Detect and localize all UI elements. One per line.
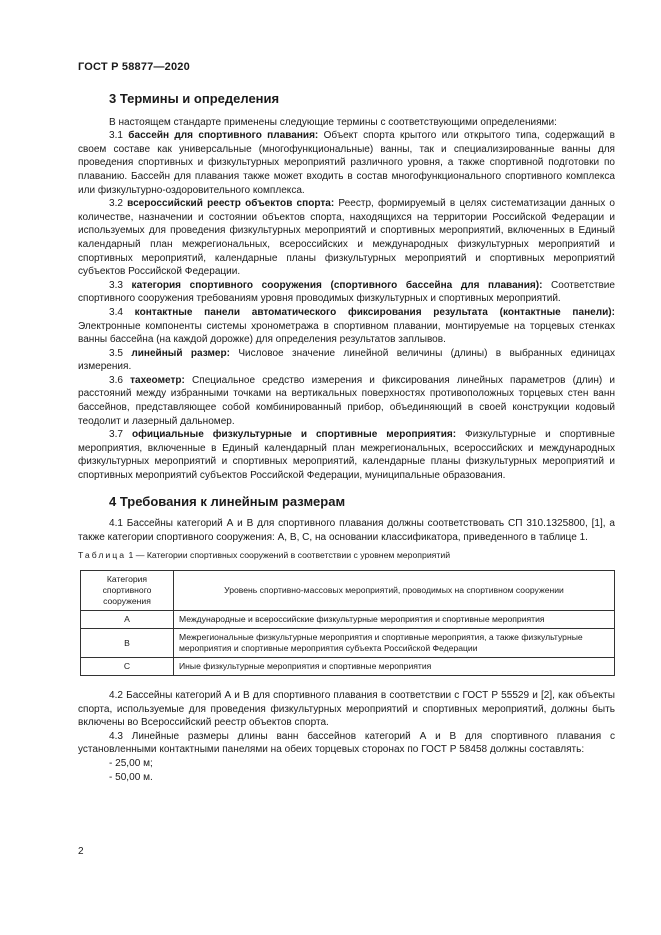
term-name: всероссийский реестр объектов спорта: [127,198,335,210]
term-text: Числовое значение линейной величины (длины) в выбранных единицах измерения. [78,347,615,373]
term-number: 3.3 [109,279,123,291]
term-number: 3.2 [109,198,123,210]
term-name: контактные панели автоматического фиксирования результата (контактные панели): [134,306,615,318]
term-definition [78,347,615,374]
list-item: - 50,00 м. [109,771,153,783]
table-header-level: Уровень спортивно-массовых мероприятий, проводимых на спортивном сооружении [174,571,615,611]
document-header: ГОСТ Р 58877—2020 [78,61,190,73]
term-number: 3.6 [109,374,123,386]
term-name: тахеометр: [130,374,185,386]
table-header-row [81,571,615,611]
term-text: Реестр, формируемый в целях систематизации данных о количестве, назначении и состоянии объектов спорта, находящихся на территории Российской Федерации и используемых для проведения физкультурных мероприятий и спортивных мероприятий, включенных в Единый календарный план межрегиональных, всероссийских и международных физкультурных мероприятий и спортивных мероприятий, календарные планы физкультурных мероприятий и спортивных мероприятий субъектов Российской Федерации. [78,198,615,278]
table-cell-desc: Межрегиональные физкультурные мероприятия и спортивные мероприятия, а также физкультурные мероприятия и спортивные мероприятия субъекта Российской Федерации [174,629,615,658]
table-header-category: Категория спортивного сооружения [81,571,174,611]
term-text: Объект спорта крытого или открытого типа, содержащий в своем составе как универсальные (многофункциональные) ванны, так и специализированные ванны для проведения спортивных и физкультурных мероприятий различного уровня, а также спортивной подготовки по плаванию. Бассейн для плавания также может входить в состав многофункционального спортивного комплекса или физкультурно-оздоровительного комплекса. [78,130,615,196]
term-number: 3.7 [109,429,123,441]
term-text: Физкультурные и спортивные мероприятия, включенные в Единый календарный план межрегиональных, всероссийских и международных физкультурных мероприятий и спортивных мероприятий, календарные планы физкультурных мероприятий и спортивных мероприятий субъектов Российской Федерации, муниципальные образования. [78,429,615,482]
categories-table [80,570,615,676]
page-number: 2 [78,846,84,857]
page-body [78,92,615,784]
list-item: - 25,00 м; [109,757,153,769]
table-caption-text: 1 — Категории спортивных сооружений в соответствии с уровнем мероприятий [126,550,451,561]
table-cell-code: А [81,611,174,629]
term-definition [78,428,615,482]
term-number: 3.4 [109,306,123,318]
term-definition [78,279,615,306]
term-definition [78,374,615,428]
table-cell-code: С [81,658,174,676]
term-name: линейный размер: [131,347,230,359]
section-3-title: 3 Термины и определения [109,91,280,106]
term-text: Электронные компоненты системы хронометража в спортивном плавании, монтируемые на торцевых стенках ванны бассейна (на каждой дорожке) для определения результатов заплывов. [78,320,615,346]
terms-list [78,129,615,482]
term-name: категория спортивного сооружения (спортивного бассейна для плавания): [131,279,543,291]
table-row [81,611,615,629]
term-definition [78,306,615,347]
term-text: Специальное средство измерения и фиксирования линейных параметров (длин) и расстояний между избранными точками на вертикальных поверхностях противоположных торцевых стен ванн бассейнов, представляющее собой комбинированный прибор, объединяющий в своей конструкции кодовый теодолит и лазерный дальномер. [78,374,615,427]
table-caption-prefix: Таблица [78,550,127,561]
term-number: 3.5 [109,347,123,359]
table-row [81,629,615,658]
table-cell-desc: Международные и всероссийские физкультурные мероприятия и спортивные мероприятия [174,611,615,629]
term-text: Соответствие спортивного сооружения требованиям уровня проводимых физкультурных и спортивных мероприятий. [78,279,615,305]
paragraph-4-1: 4.1 Бассейны категорий А и В для спортивного плавания должны соответствовать СП 310.1325800, [1], а также категории спортивного сооружения: А, В, С, на основании классификатора, приведенного в таблице 1. [78,518,615,543]
table-cell-desc: Иные физкультурные мероприятия и спортивные мероприятия [174,658,615,676]
term-definition [78,197,615,279]
term-name: бассейн для спортивного плавания: [128,130,319,142]
table-caption [78,549,615,563]
term-definition [78,129,615,197]
term-name: официальные физкультурные и спортивные мероприятия: [131,429,457,441]
term-number: 3.1 [109,130,123,142]
section-4-title: 4 Требования к линейным размерам [109,493,346,509]
section-3-intro: В настоящем стандарте применены следующие термины с соответствующими определениями: [109,116,557,128]
paragraph-4-3: 4.3 Линейные размеры длины ванн бассейнов категорий А и В для спортивного плавания с установленными контактными панелями на обеих торцевых сторонах по ГОСТ Р 58458 должны составлять: [78,730,615,756]
paragraph-4-2: 4.2 Бассейны категорий А и В для спортивного плавания в соответствии с ГОСТ Р 55529 и [2], как объекты спорта, используемые для проведения физкультурных мероприятий и спортивных мероприятий, должны быть включены во Всероссийский реестр объектов спорта. [78,690,615,729]
table-cell-code: В [81,629,174,658]
table-row [81,658,615,676]
